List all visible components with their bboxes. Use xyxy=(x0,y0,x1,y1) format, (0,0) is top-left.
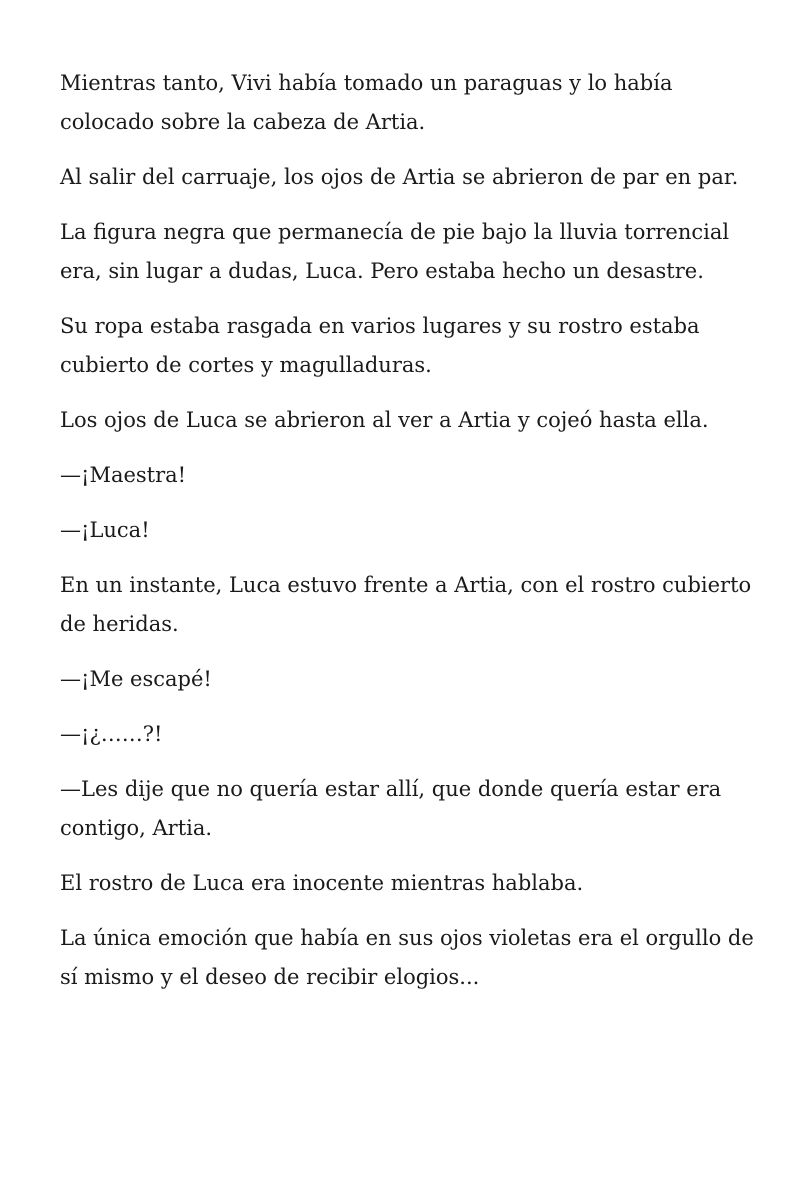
paragraph: La figura negra que permanecía de pie bajo la lluvia torrencial era, sin lugar a dudas, Luca. Pero estaba hecho un desastre. xyxy=(60,220,730,283)
dialogue-line: —¡¿……?! xyxy=(60,722,163,746)
dialogue-line: —¡Me escapé! xyxy=(60,667,212,691)
dialogue-line: —Les dije que no quería estar allí, que donde quería estar era contigo, Artia. xyxy=(60,777,722,840)
paragraph: La única emoción que había en sus ojos violetas era el orgullo de sí mismo y el deseo de recibir elogios... xyxy=(60,926,754,989)
dialogue-line: —¡Luca! xyxy=(60,518,150,542)
paragraph: Al salir del carruaje, los ojos de Artia se abrieron de par en par. xyxy=(60,165,739,189)
paragraph: El rostro de Luca era inocente mientras hablaba. xyxy=(60,871,584,895)
paragraph: Su ropa estaba rasgada en varios lugares y su rostro estaba cubierto de cortes y magulladuras. xyxy=(60,314,700,377)
reader-page xyxy=(60,64,760,1013)
dialogue-line: —¡Maestra! xyxy=(60,463,187,487)
paragraph: En un instante, Luca estuvo frente a Artia, con el rostro cubierto de heridas. xyxy=(60,573,752,636)
paragraph: Mientras tanto, Vivi había tomado un paraguas y lo había colocado sobre la cabeza de Artia. xyxy=(60,71,673,134)
paragraph: Los ojos de Luca se abrieron al ver a Artia y cojeó hasta ella. xyxy=(60,408,709,432)
